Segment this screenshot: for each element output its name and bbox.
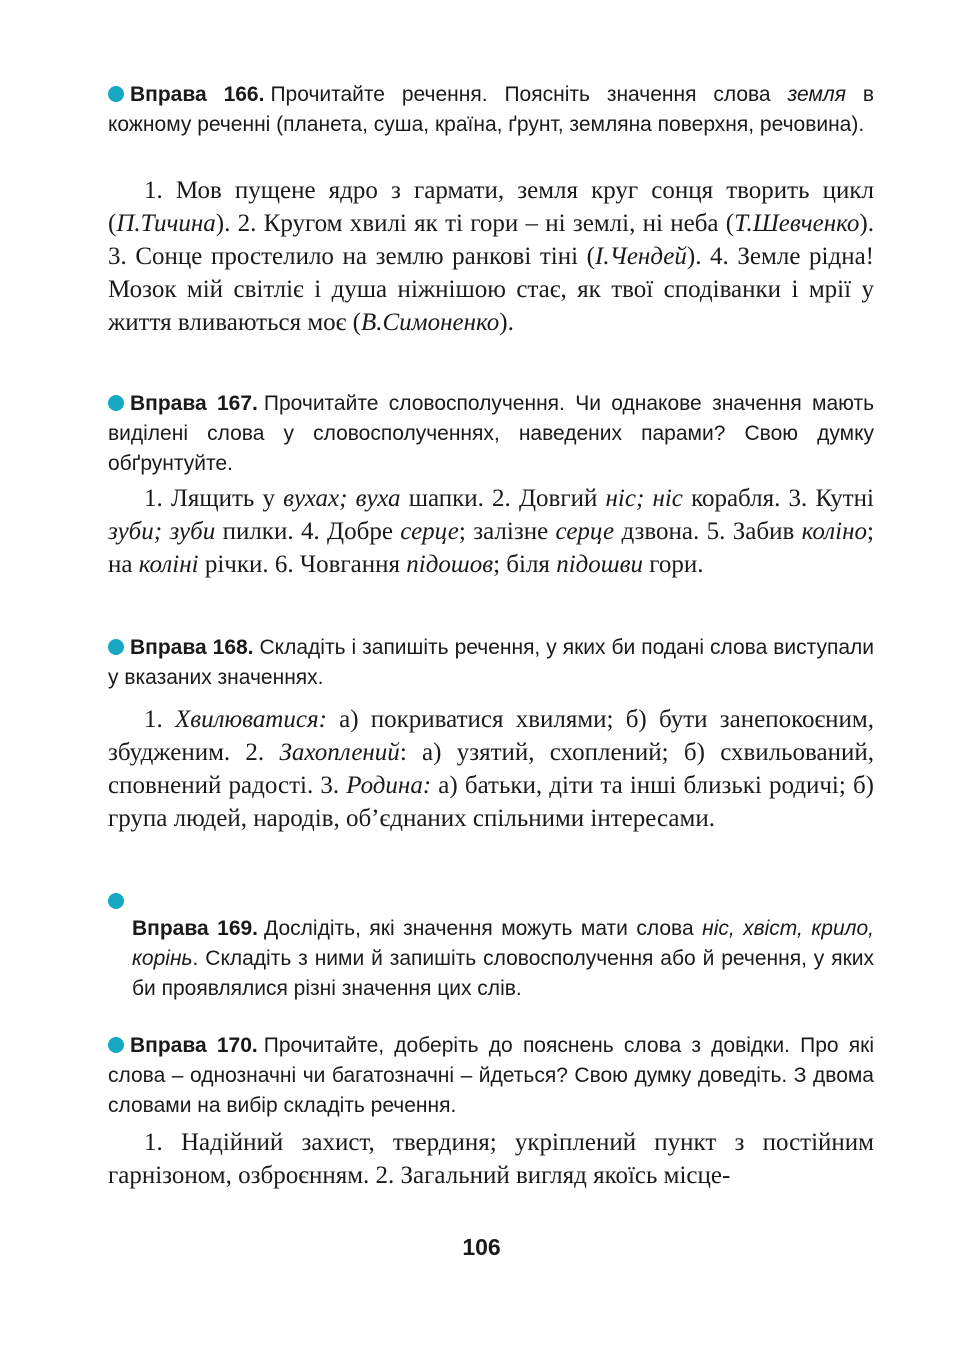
exercise-title: Вправа 169. xyxy=(132,917,259,940)
exercise-167-task: Вправа 167. Прочитайте словосполучення. Чи однакове значення мають виділені слова у словосполученнях, наведених парами? Свою думку обґрунтуйте. xyxy=(108,392,875,475)
exercise-168-task: Вправа 168. Складіть і запишіть речення, у яких би подані слова виступали у вказаних значеннях. xyxy=(108,636,874,689)
exercise-title: Вправа 166. xyxy=(130,83,265,106)
exercise-title: Вправа 167. xyxy=(130,392,258,415)
exercise-170-task: Вправа 170. Прочитайте, доберіть до пояснень слова з довідки. Про які слова – однозначні чи багатозначні – йдеться? Свою думку доведіть. З двома словами на вибір складіть речення. xyxy=(108,1034,875,1117)
page-number: 106 xyxy=(462,1234,501,1260)
bullet-icon xyxy=(108,395,124,411)
exercise-167-text: 1. Лящить у вухах; вуха шапки. 2. Довгий ніс; ніс корабля. 3. Кутні зуби; зуби пилки. 4. Добре серце; залізне серце дзвона. 5. Забив коліно; на коліні річки. 6. Човгання підошов; біля підошви гори. xyxy=(108,485,874,578)
exercise-166-text: 1. Мов пущене ядро з гармати, земля круг сонця творить цикл (П.Тичина). 2. Кругом хвилі як ті гори – ні землі, ні неба (Т.Шевченко). 3. Сонце простелило на землю ранкові тіні (І.Чендей). 4. Земле рідна! Мозок мій світліє і душа ніжнішою стає, як твої сподіванки і мрії у життя вливаються моє (В.Симоненко). xyxy=(108,177,874,336)
bullet-icon xyxy=(108,893,124,909)
exercise-title: Вправа 170. xyxy=(130,1034,258,1057)
bullet-icon xyxy=(108,639,124,655)
exercise-166-task: Вправа 166. Прочитайте речення. Поясніть значення слова земля в кожному реченні (планета, суша, країна, ґрунт, земляна поверхня, речовина). xyxy=(108,83,875,136)
exercise-168-text: 1. Хвилюватися: а) покриватися хвилями; б) бути занепокоєним, збудженим. 2. Захоплений: а) узятий, схоплений; б) схвильований, сповнений радості. 3. Родина: а) батьки, діти та інші близькі родичі; б) група людей, народів, об’єднаних спільними інтересами. xyxy=(108,706,875,832)
bullet-icon xyxy=(108,86,124,102)
exercise-170-text: 1. Надійний захист, твердиня; укріплений пункт з постійним гарнізоном, озброєнням. 2. Загальний вигляд якоїсь місце- xyxy=(108,1129,874,1189)
exercise-169-task: Вправа 169. Дослідіть, які значення можуть мати слова ніс, хвіст, крило, корінь. Складіть з ними й запишіть словосполучення або й речення, у яких би проявлялися різні значення цих слів. xyxy=(132,917,875,1000)
bullet-icon xyxy=(108,1037,124,1053)
exercise-title: Вправа 168. xyxy=(130,636,254,659)
